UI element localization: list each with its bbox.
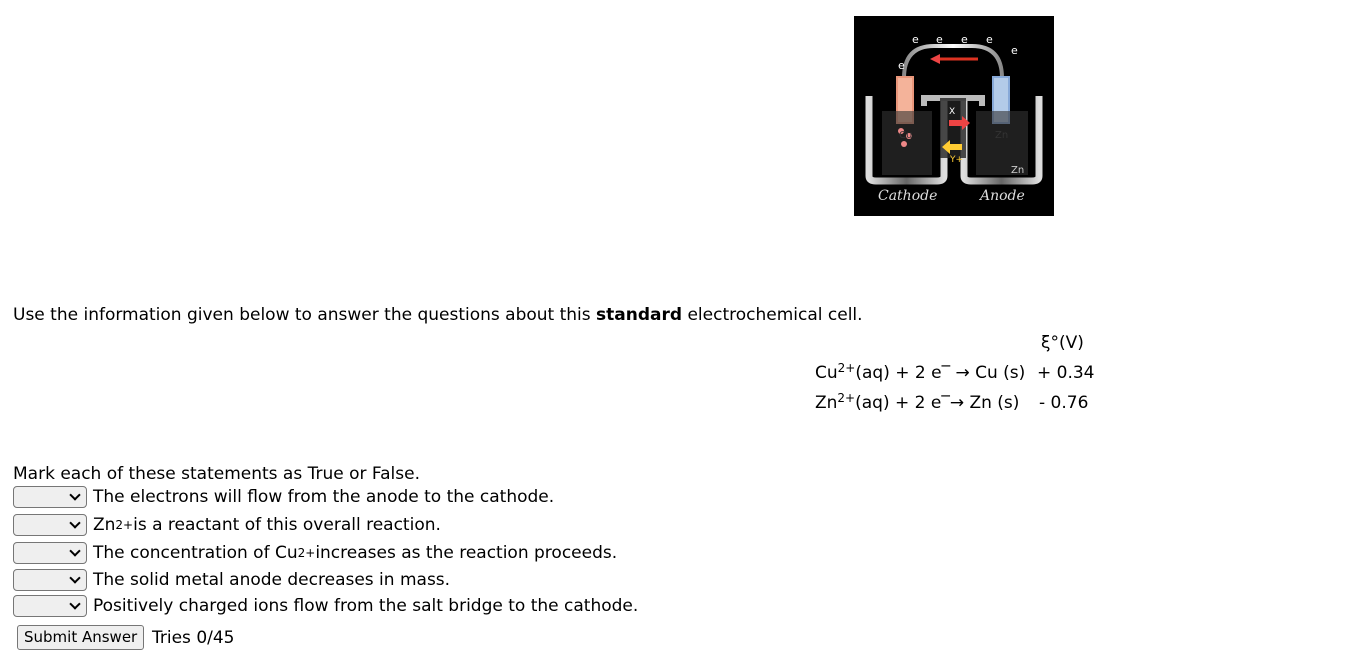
statement-text: Positively charged ions flow from the salt bridge to the cathode. — [93, 596, 639, 616]
statement-text: The electrons will flow from the anode to the cathode. — [93, 487, 555, 507]
tries-counter: Tries 0/45 — [152, 628, 235, 648]
intro-text — [13, 305, 863, 325]
half-reaction: (aq) + 2 e‾ → Cu (s) — [855, 363, 1026, 383]
statement-text-after: is a reactant of this overall reaction. — [133, 515, 441, 535]
statement-text: Zn — [93, 515, 116, 535]
chevron-down-icon — [69, 598, 80, 609]
electron-label: e — [912, 33, 919, 46]
electrochemical-cell-image — [854, 16, 1054, 216]
statement-row: Zn 2+ is a reactant of this overall reaction. — [13, 513, 441, 537]
statement-row: The concentration of Cu 2+ increases as the reaction proceeds. — [13, 541, 617, 565]
true-false-select[interactable] — [13, 514, 87, 536]
species: Cu — [815, 363, 838, 383]
species: Zn — [815, 393, 838, 413]
electron-label: e — [936, 33, 943, 46]
cathode-label: Cathode — [878, 188, 938, 204]
y-ion-label: Y+ — [950, 155, 964, 165]
statement-text-after: increases as the reaction proceeds. — [315, 543, 618, 563]
zn-ion-label: Zn — [1011, 165, 1025, 176]
potential-row-zn — [815, 391, 1089, 413]
statement-row — [13, 568, 450, 592]
electron-label: e — [961, 33, 968, 46]
statement-text: The solid metal anode decreases in mass. — [93, 570, 451, 590]
intro-text-before: Use the information given below to answer the questions about this — [13, 305, 597, 325]
charge: 2+ — [837, 361, 856, 375]
chevron-down-icon — [69, 572, 80, 583]
half-reaction: (aq) + 2 e‾→ Zn (s) — [855, 393, 1020, 413]
potential-header: ξ°(V) — [1041, 333, 1084, 353]
intro-text-after: electrochemical cell. — [682, 305, 863, 325]
chevron-down-icon — [69, 489, 80, 500]
submit-answer-button[interactable]: Submit Answer — [17, 625, 144, 650]
statement-text: The concentration of Cu — [93, 543, 298, 563]
potential-value: + 0.34 — [1037, 363, 1095, 383]
electron-label: e — [1011, 44, 1018, 57]
x-ion-label: X — [949, 107, 956, 117]
true-false-select[interactable] — [13, 542, 87, 564]
anode-label: Anode — [980, 188, 1025, 204]
electron-label: e — [898, 59, 905, 72]
electron-label: e — [986, 33, 993, 46]
potential-row-cu — [815, 361, 1095, 383]
charge: 2+ — [837, 391, 856, 405]
statement-row — [13, 594, 638, 618]
true-false-select[interactable] — [13, 569, 87, 591]
question-title: Mark each of these statements as True or False. — [13, 464, 420, 484]
cu-electrode-label: Cu — [899, 130, 913, 141]
intro-text-bold: standard — [596, 305, 683, 325]
chevron-down-icon — [69, 517, 80, 528]
zn-electrode-label: Zn — [995, 130, 1009, 141]
potential-value: - 0.76 — [1039, 393, 1089, 413]
true-false-select[interactable] — [13, 486, 87, 508]
true-false-select[interactable] — [13, 595, 87, 617]
statement-row — [13, 485, 554, 509]
chevron-down-icon — [69, 545, 80, 556]
